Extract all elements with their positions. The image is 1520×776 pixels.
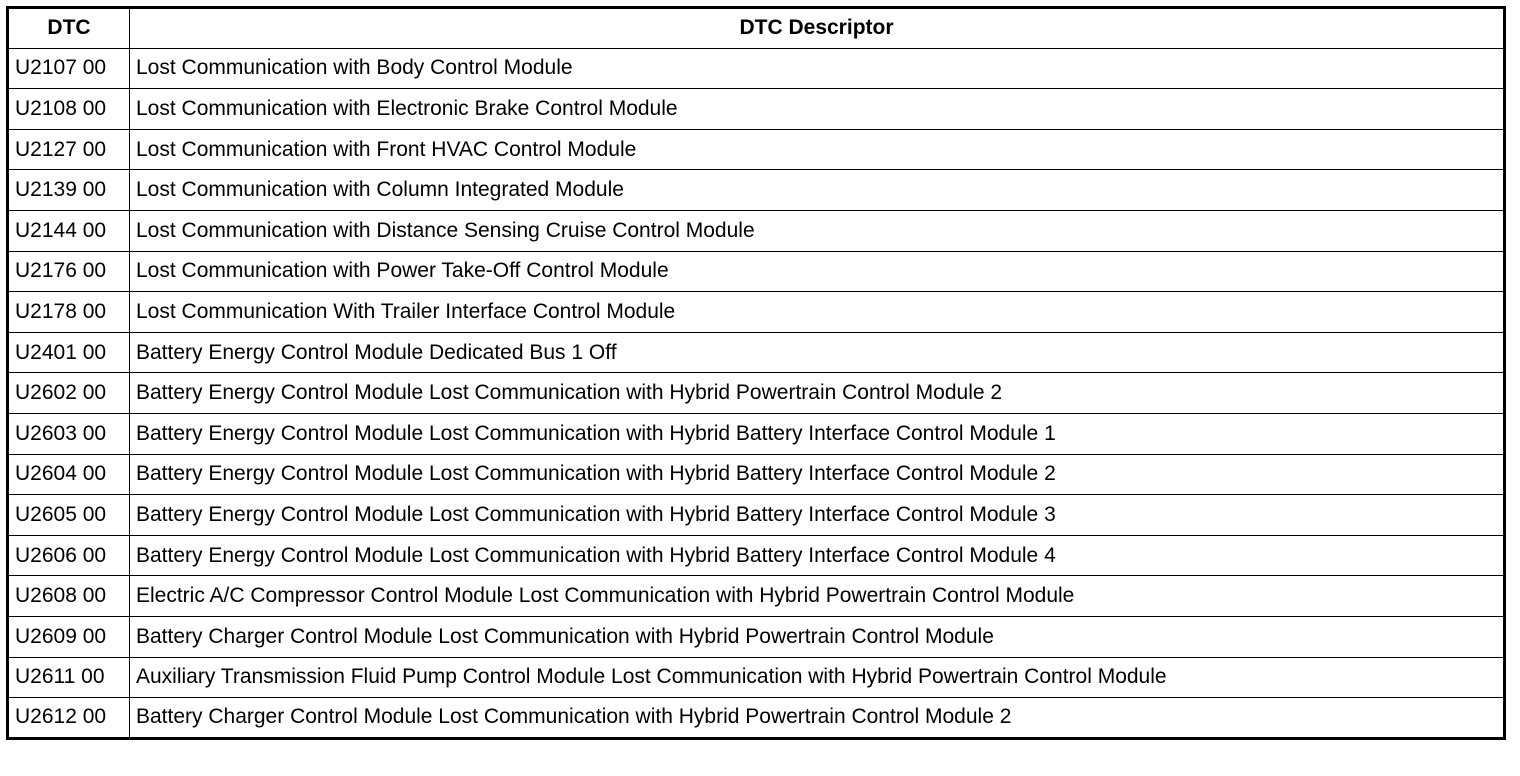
column-header-dtc: DTC <box>8 8 130 49</box>
dtc-descriptor-cell: Auxiliary Transmission Fluid Pump Control Module Lost Communication with Hybrid Powertrain Control Module <box>130 657 1505 698</box>
table-row <box>8 251 1505 292</box>
dtc-code-cell: U2176 00 <box>8 251 130 292</box>
table-row <box>8 454 1505 495</box>
table-row <box>8 657 1505 698</box>
table-row <box>8 373 1505 414</box>
dtc-code-cell: U2611 00 <box>8 657 130 698</box>
document-page <box>6 6 1508 770</box>
dtc-code-cell: U2107 00 <box>8 48 130 89</box>
dtc-descriptor-cell: Battery Energy Control Module Lost Communication with Hybrid Battery Interface Control Module 1 <box>130 413 1505 454</box>
dtc-descriptor-cell: Battery Energy Control Module Dedicated Bus 1 Off <box>130 332 1505 373</box>
table-row <box>8 535 1505 576</box>
column-header-dtc-descriptor: DTC Descriptor <box>130 8 1505 49</box>
dtc-code-cell: U2604 00 <box>8 454 130 495</box>
dtc-code-cell: U2401 00 <box>8 332 130 373</box>
dtc-code-cell: U2612 00 <box>8 698 130 739</box>
dtc-code-cell: U2609 00 <box>8 616 130 657</box>
dtc-code-cell: U2606 00 <box>8 535 130 576</box>
dtc-code-cell: U2603 00 <box>8 413 130 454</box>
table-row <box>8 495 1505 536</box>
dtc-descriptor-cell: Lost Communication with Front HVAC Control Module <box>130 129 1505 170</box>
dtc-descriptor-cell: Battery Energy Control Module Lost Communication with Hybrid Battery Interface Control Module 3 <box>130 495 1505 536</box>
dtc-descriptor-cell: Lost Communication with Power Take-Off Control Module <box>130 251 1505 292</box>
table-row <box>8 616 1505 657</box>
dtc-descriptor-cell: Lost Communication with Body Control Module <box>130 48 1505 89</box>
dtc-code-cell: U2108 00 <box>8 89 130 130</box>
table-row <box>8 170 1505 211</box>
dtc-descriptor-cell: Battery Energy Control Module Lost Communication with Hybrid Battery Interface Control Module 2 <box>130 454 1505 495</box>
dtc-table <box>6 6 1506 740</box>
dtc-code-cell: U2127 00 <box>8 129 130 170</box>
table-row <box>8 129 1505 170</box>
dtc-descriptor-cell: Battery Charger Control Module Lost Communication with Hybrid Powertrain Control Module <box>130 616 1505 657</box>
table-header-row <box>8 8 1505 49</box>
table-row <box>8 292 1505 333</box>
dtc-descriptor-cell: Battery Energy Control Module Lost Communication with Hybrid Battery Interface Control Module 4 <box>130 535 1505 576</box>
dtc-code-cell: U2139 00 <box>8 170 130 211</box>
dtc-descriptor-cell: Battery Charger Control Module Lost Communication with Hybrid Powertrain Control Module 2 <box>130 698 1505 739</box>
table-row <box>8 698 1505 739</box>
dtc-code-cell: U2178 00 <box>8 292 130 333</box>
table-row <box>8 48 1505 89</box>
dtc-descriptor-cell: Lost Communication with Distance Sensing Cruise Control Module <box>130 210 1505 251</box>
table-row <box>8 89 1505 130</box>
dtc-code-cell: U2608 00 <box>8 576 130 617</box>
table-row <box>8 413 1505 454</box>
table-row <box>8 332 1505 373</box>
dtc-code-cell: U2144 00 <box>8 210 130 251</box>
dtc-code-cell: U2602 00 <box>8 373 130 414</box>
dtc-descriptor-cell: Lost Communication with Electronic Brake Control Module <box>130 89 1505 130</box>
dtc-descriptor-cell: Electric A/C Compressor Control Module Lost Communication with Hybrid Powertrain Control Module <box>130 576 1505 617</box>
table-row <box>8 576 1505 617</box>
dtc-code-cell: U2605 00 <box>8 495 130 536</box>
dtc-descriptor-cell: Lost Communication with Column Integrated Module <box>130 170 1505 211</box>
dtc-descriptor-cell: Lost Communication With Trailer Interface Control Module <box>130 292 1505 333</box>
table-body <box>8 48 1505 738</box>
table-row <box>8 210 1505 251</box>
dtc-descriptor-cell: Battery Energy Control Module Lost Communication with Hybrid Powertrain Control Module 2 <box>130 373 1505 414</box>
